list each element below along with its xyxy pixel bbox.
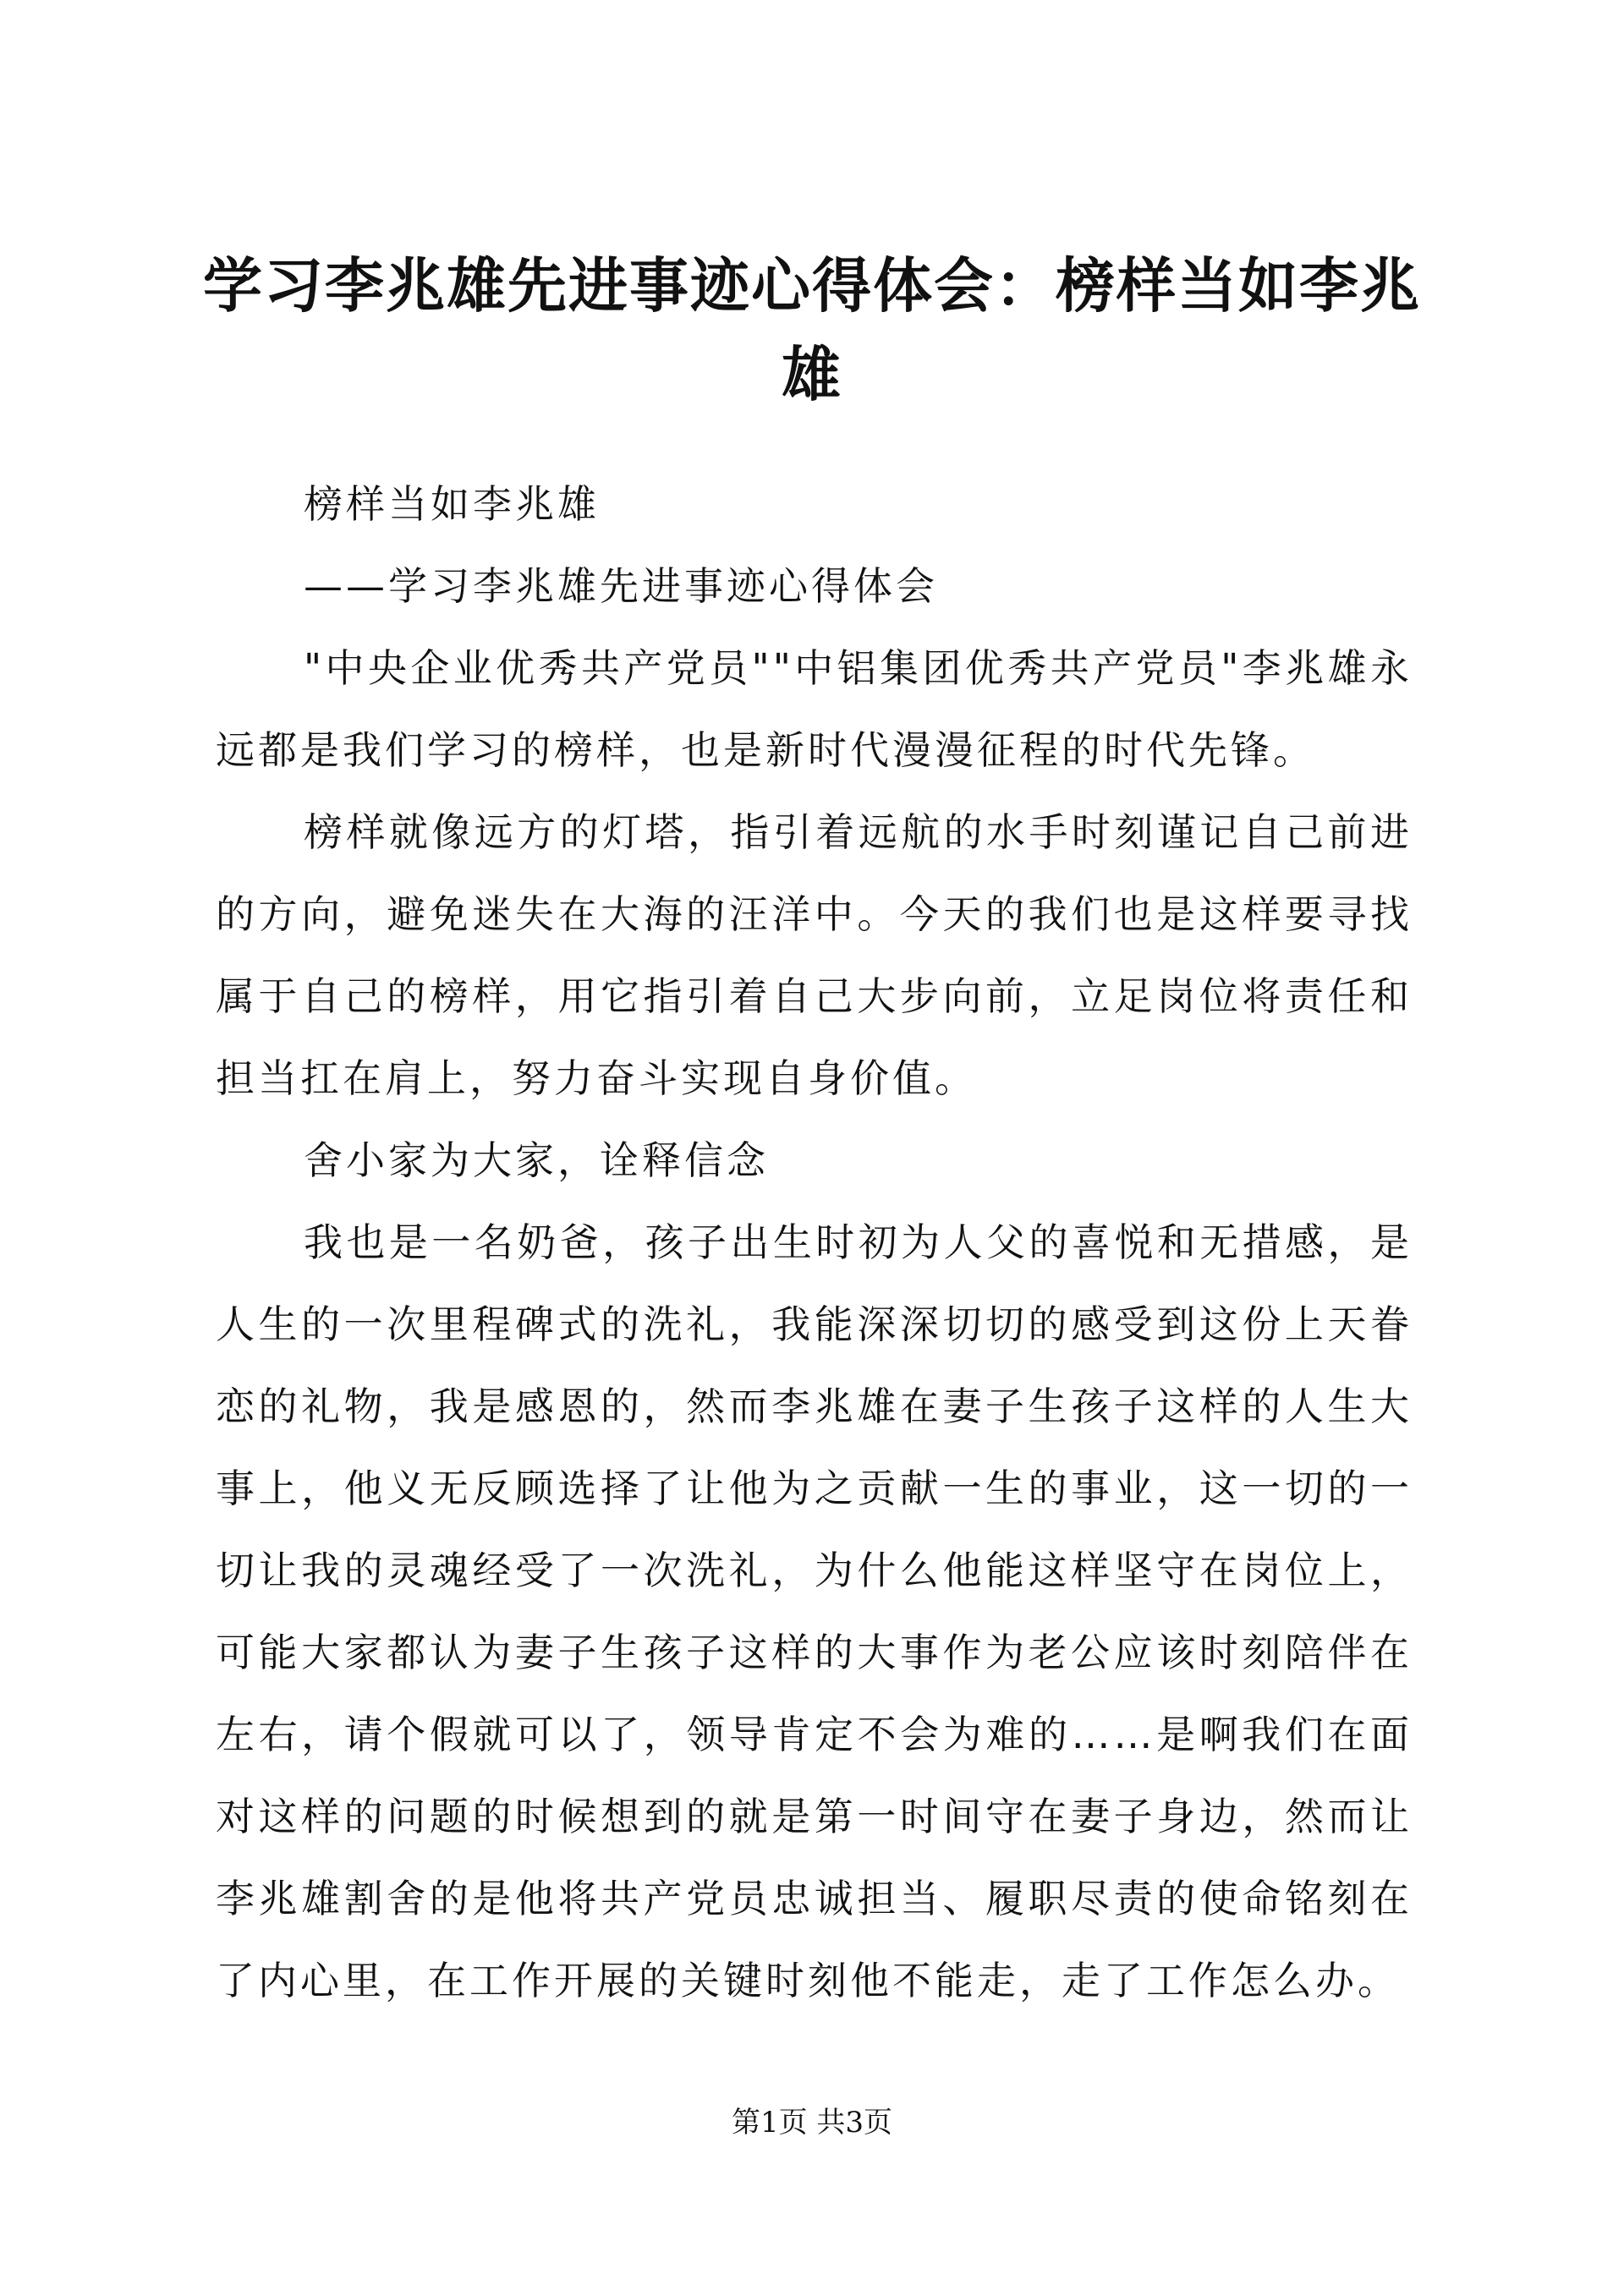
document-body [216, 463, 1413, 2022]
section-heading: 舍小家为大家，诠释信念 [304, 1137, 769, 1183]
paragraph-intro: "中央企业优秀共产党员""中铝集团优秀共产党员"李兆雄永远都是我们学习的榜样，也是新时代漫漫征程的时代先锋。 [216, 645, 1413, 773]
subtitle-heading: 榜样当如李兆雄 [304, 481, 600, 527]
document-title: 学习李兆雄先进事迹心得体会：榜样当如李兆雄 [203, 250, 1421, 409]
page-number-footer: 第1页 共3页 [731, 2106, 893, 2140]
paragraph-story: 我也是一名奶爸，孩子出生时初为人父的喜悦和无措感，是人生的一次里程碑式的洗礼，我能深深切切的感受到这份上天眷恋的礼物，我是感恩的，然而李兆雄在妻子生孩子这样的人生大事上，他义无反顾选择了让他为之贡献一生的事业，这一切的一切让我的灵魂经受了一次洗礼，为什么他能这样坚守在岗位上，可能大家都认为妻子生孩子这样的大事作为老公应该时刻陪伴在左右，请个假就可以了，领导肯定不会为难的……是啊我们在面对这样的问题的时候想到的就是第一时间守在妻子身边，然而让李兆雄割舍的是他将共产党员忠诚担当、履职尽责的使命铭刻在了内心里，在工作开展的关键时刻他不能走，走了工作怎么办。 [216, 1219, 1413, 2003]
paragraph-role-model: 榜样就像远方的灯塔，指引着远航的水手时刻谨记自己前进的方向，避免迷失在大海的汪洋中。今天的我们也是这样要寻找属于自己的榜样，用它指引着自己大步向前，立足岗位将责任和担当扛在肩上，努力奋斗实现自身价值。 [216, 809, 1413, 1101]
subtitle-subheading: ——学习李兆雄先进事迹心得体会 [304, 563, 938, 609]
